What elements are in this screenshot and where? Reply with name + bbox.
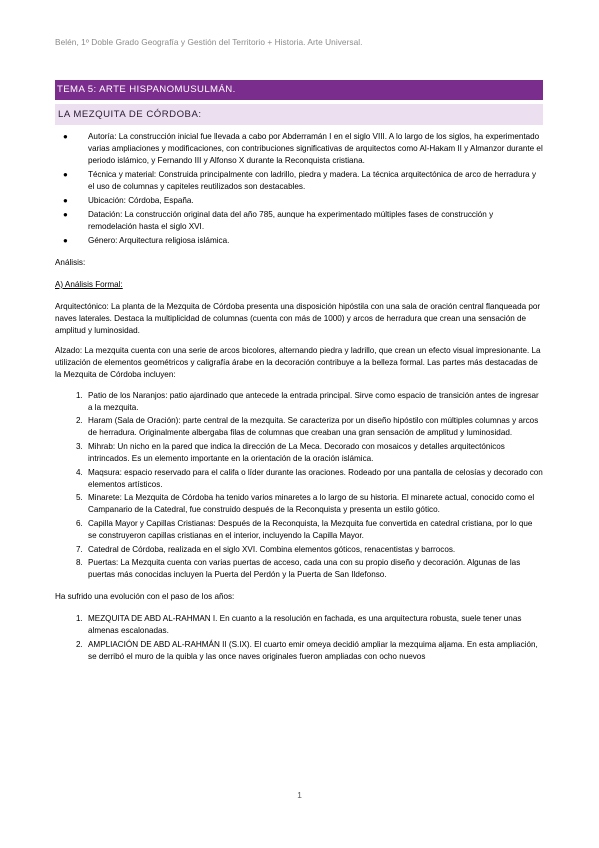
alzado-paragraph: Alzado: La mezquita cuenta con una serie de arcos bicolores, alternando piedra y ladrillo, que crean un efecto visual impresionante. La utilización de elementos geométricos y caligrafía árabe en la decoración contribuye a la belleza formal. Las partes más destacadas de la Mezquita de Córdoba incluyen: xyxy=(55,346,541,380)
info-item xyxy=(55,131,543,167)
section-title: TEMA 5: ARTE HISPANOMUSULMÁN. xyxy=(55,80,543,100)
list-number: 8. xyxy=(76,558,83,568)
info-item xyxy=(55,195,543,207)
info-item xyxy=(55,235,543,247)
evolution-list xyxy=(55,613,543,663)
analysis-label: Análisis: xyxy=(55,257,86,267)
list-text: Catedral de Córdoba, realizada en el siglo XVI. Combina elementos góticos, renacentistas y barrocos. xyxy=(88,544,456,554)
list-item xyxy=(55,390,543,414)
page-number: 1 xyxy=(297,790,302,800)
evolution-label: Ha sufrido una evolución con el paso de los años: xyxy=(55,591,235,601)
info-text: Género: Arquitectura religiosa islámica. xyxy=(88,235,230,245)
list-text: MEZQUITA DE ABD AL-RAHMAN I. En cuanto a la resolución en fachada, es una arquitectura robusta, suele tener unas almenas escalonadas. xyxy=(88,614,522,636)
list-number: 6. xyxy=(76,519,83,529)
info-item xyxy=(55,209,543,233)
bullet-icon: ● xyxy=(63,209,68,219)
list-item xyxy=(55,415,543,439)
list-number: 3. xyxy=(76,441,83,451)
info-text: Técnica y material: Construida principalmente con ladrillo, piedra y madera. La técnica arquitectónica de arco de herradura y el uso de columnas y capiteles reutilizados son destacables. xyxy=(88,170,537,192)
formal-analysis-heading: A) Análisis Formal: xyxy=(55,279,123,289)
list-text: Minarete: La Mezquita de Córdoba ha tenido varios minaretes a lo largo de su historia. El minarete actual, conocido como el Campanario de la Catedral, fue construido después de la Reconquista y presenta un estilo gótico. xyxy=(88,493,535,515)
document-body xyxy=(55,131,543,664)
info-list xyxy=(55,131,543,247)
list-item xyxy=(55,639,543,663)
list-number: 7. xyxy=(76,544,83,554)
list-number: 1. xyxy=(76,390,83,400)
subsection-title: LA MEZQUITA DE CÓRDOBA: xyxy=(55,104,543,125)
list-number: 1. xyxy=(76,614,83,624)
list-text: Haram (Sala de Oración): parte central de la mezquita. Se caracteriza por un diseño hipóstilo con múltiples columnas y arcos de herradura. Originalmente albergaba filas de columnas que creaban una gran sensación de amplitud y luminosidad. xyxy=(88,416,539,438)
info-text: Autoría: La construcción inicial fue llevada a cabo por Abderramán I en el siglo VIII. A lo largo de los siglos, ha experimentado varias ampliaciones y modificaciones, con contribuciones significativas de arquitectos como Al-Hakam II y Almanzor durante el periodo islámico, y Fernando III y Alfonso X durante la Reconquista cristiana. xyxy=(88,132,543,166)
list-item xyxy=(55,557,543,581)
info-item xyxy=(55,169,543,193)
bullet-icon: ● xyxy=(63,196,68,206)
list-number: 2. xyxy=(76,639,83,649)
bullet-icon: ● xyxy=(63,170,68,180)
list-item xyxy=(55,467,543,491)
list-text: Puertas: La Mezquita cuenta con varias puertas de acceso, cada una con su propio diseño y decoración. Algunas de las puertas más conocidas incluyen la Puerta del Perdón y la Puerta de San Ildefonso. xyxy=(88,558,521,580)
arquitectonico-paragraph: Arquitectónico: La planta de la Mezquita de Córdoba presenta una disposición hipóstila con una sala de oración central flanqueada por naves laterales. Destaca la multiplicidad de columnas (cuenta con más de 1000) y arcos de herradura que crean una sensación de amplitud y luminosidad. xyxy=(55,302,541,336)
list-number: 5. xyxy=(76,493,83,503)
page-header: Belén, 1º Doble Grado Geografía y Gestión del Territorio + Historia. Arte Universal. xyxy=(55,37,363,47)
list-number: 2. xyxy=(76,416,83,426)
bullet-icon: ● xyxy=(63,132,68,141)
list-text: Maqsura: espacio reservado para el califa o líder durante las oraciones. Rodeado por una pantalla de celosías y decorado con elementos artísticos. xyxy=(88,467,543,489)
bullet-icon: ● xyxy=(63,235,68,245)
info-text: Ubicación: Córdoba, España. xyxy=(88,196,194,206)
info-text: Datación: La construcción original data del año 785, aunque ha experimentado múltiples fases de construcción y remodelación hasta el siglo XVI. xyxy=(88,209,494,232)
list-text: Mihrab: Un nicho en la pared que indica la dirección de La Meca. Decorado con mosaicos y detalles arquitectónicos intrincados. Es un elemento importante en la orientación de la oración islámica. xyxy=(88,441,505,464)
list-item xyxy=(55,613,543,637)
list-text: Capilla Mayor y Capillas Cristianas: Después de la Reconquista, la Mezquita fue convertida en catedral cristiana, por lo que se construyeron capillas cristianas en el interior, incluyendo la Capilla Mayor. xyxy=(88,519,533,541)
list-item xyxy=(55,544,543,556)
list-item xyxy=(55,441,543,465)
list-item xyxy=(55,492,543,516)
parts-list xyxy=(55,390,543,582)
list-item xyxy=(55,518,543,542)
list-text: AMPLIACIÓN DE ABD AL-RAHMÁN II (S.IX). El cuarto emir omeya decidió ampliar la mezquima aljama. En esta ampliación, se derribó el muro de la quibla y las once naves originales fueron ampliadas con ocho nuevos xyxy=(88,639,538,661)
list-text: Patio de los Naranjos: patio ajardinado que antecede la entrada principal. Sirve como espacio de transición antes de ingresar a la mezquita. xyxy=(88,390,539,412)
list-number: 4. xyxy=(76,467,83,477)
